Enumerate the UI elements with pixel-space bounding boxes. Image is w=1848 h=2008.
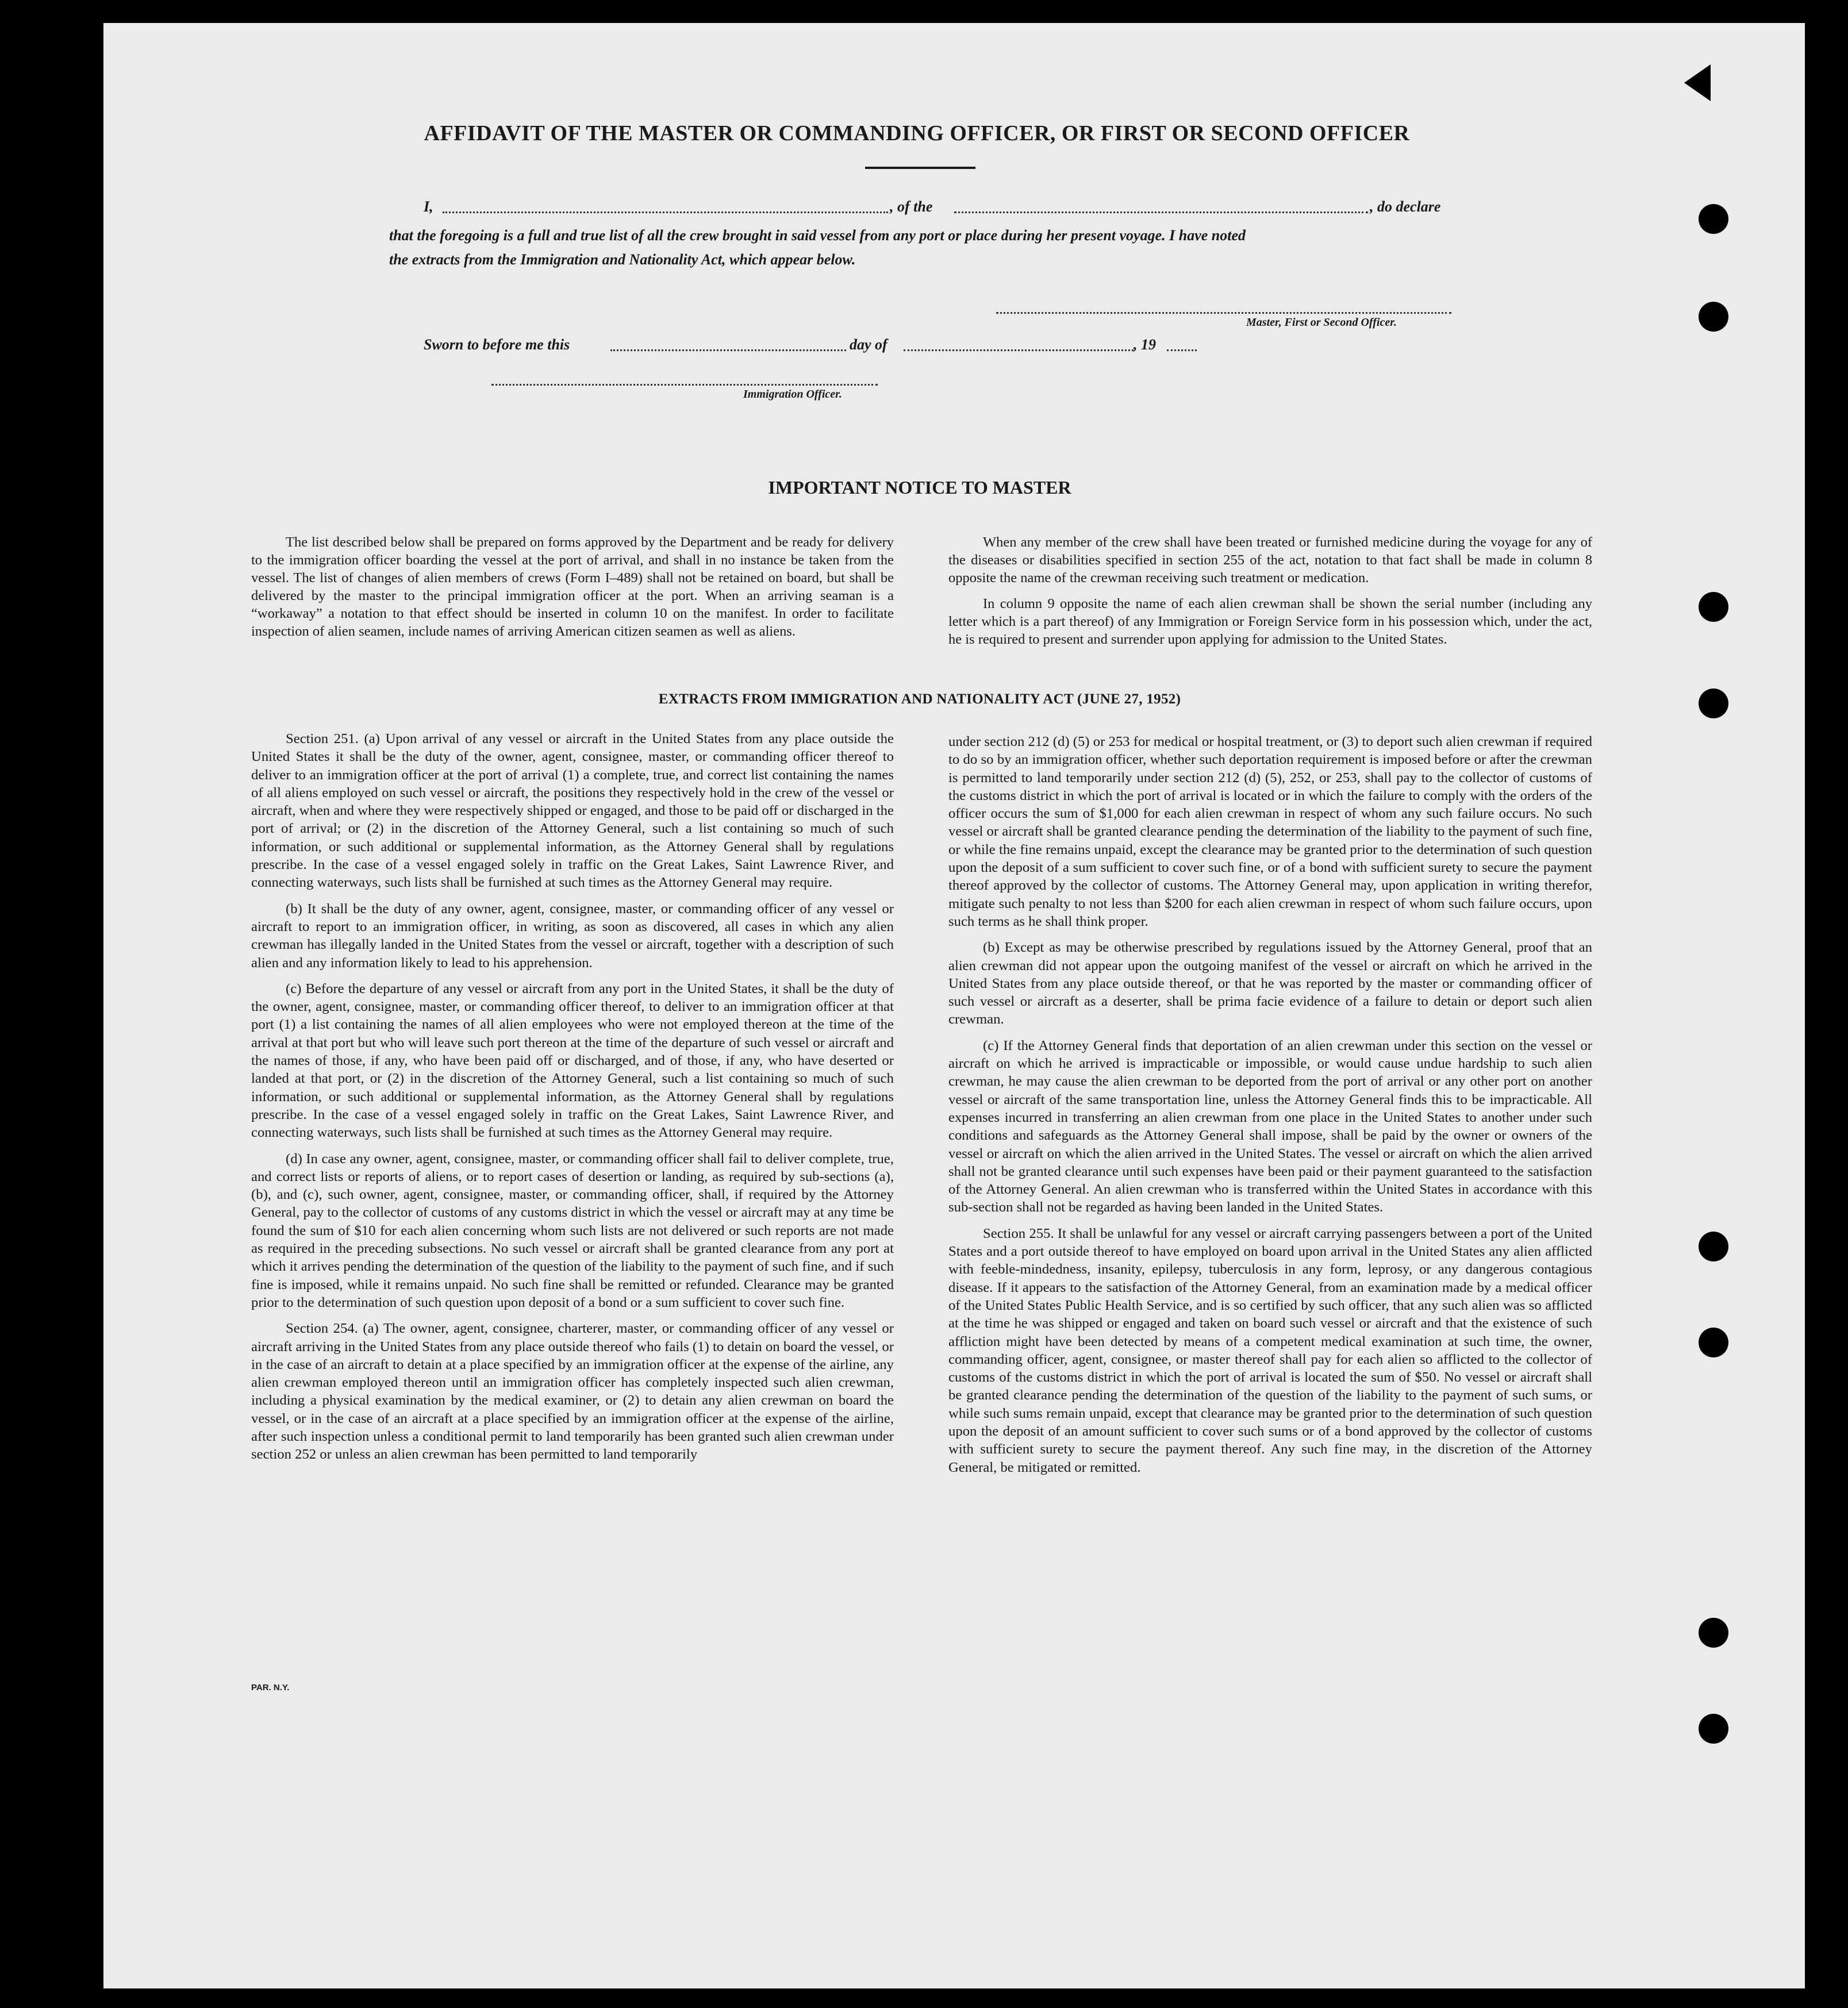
notice-paragraph: When any member of the crew shall have been treated or furnished medicine during the voyage for any of the diseases or disabilities specified in section 255 of the act, notation to that fact shall be made in column 8 opposite the name of the crewman receiving such treatment or medication.	[948, 534, 1592, 586]
declaration-line-2: the extracts from the Immigration and Nationality Act, which appear below.	[389, 251, 856, 268]
declaration-line-1: that the foregoing is a full and true list of all the crew brought in said vessel from any port or place during her present voyage. I have noted	[389, 227, 1246, 244]
section-251c: (c) Before the departure of any vessel or aircraft from any port in the United States, it shall be the duty of the owner, agent, consignee, master, or commanding officer thereof, to deliver to an immigration officer at that port (1) a list containing the names of all alien employees who were not employed thereon at the time of the arrival at that port but who will leave such port thereon at the time of the departure of such vessel or aircraft and the names of those, if any, who have been paid off or discharged, and of those, if any, who have deserted or landed at that port, or (2) in the discretion of the Attorney General, such a list containing so much of such information, or such additional or supplemental information, as the Attorney General shall by regulations prescribe. In the case of a vessel engaged solely in traffic on the Great Lakes, Saint Lawrence River, and connecting waterways, such lists shall be furnished at such times as the Attorney General may require.	[251, 980, 894, 1141]
day-of-label: day of	[850, 336, 887, 353]
binder-hole	[1699, 204, 1728, 234]
of-the-label: , of the	[890, 198, 933, 215]
section-251b: (b) It shall be the duty of any owner, agent, consignee, master, or commanding officer of any vessel or aircraft to report to an immigration officer, in writing, as soon as discovered, all cases in which any alien crewman has illegally landed in the United States from the vessel or aircraft, together with a description of such alien and any information likely to lead to his apprehension.	[251, 901, 894, 971]
notice-right-column	[948, 533, 1592, 656]
title-underline	[865, 167, 975, 169]
extracts-left-column	[251, 730, 894, 1472]
section-254a: Section 254. (a) The owner, agent, consignee, charterer, master, or commanding officer of any vessel or aircraft arriving in the United States from any place outside thereof who fails (1) to detain on board the vessel, or in the case of an aircraft to detain at a place specified by an immigration officer at the expense of the airline, any alien crewman employed thereon until an immigration officer has completely inspected such alien crewman, including a physical examination by the medical examiner, or (2) to detain any alien crewman on board the vessel, or in the case of an aircraft at a place specified by an immigration officer at the expense of the airline, after such inspection unless a conditional permit to land temporarily has been granted such alien crewman under section 252 or unless an alien crewman has been permitted to land temporarily	[251, 1321, 894, 1463]
section-251d: (d) In case any owner, agent, consignee, master, or commanding officer shall fail to deliver complete, true, and correct lists or reports of aliens, or to report cases of desertion or landing, as required by sub-sections (a), (b), and (c), such owner, agent, consignee, master, or commanding officer, shall, if required by the Attorney General, pay to the collector of customs of any customs district in which the vessel or aircraft may at any time be found the sum of $10 for each alien concerning whom such lists are not delivered or such reports are not made as required in the preceding subsections. No such vessel or aircraft shall be granted clearance from any port at which it arrives pending the determination of the question of the liability to the payment of such fine, and if such fine is imposed, while it remains unpaid. No such fine shall be remitted or refunded. Clearance may be granted prior to the determination of such question upon deposit of a bond or a sum sufficient to cover such fine.	[251, 1151, 894, 1310]
extracts-right-column	[948, 733, 1592, 1484]
binder-hole	[1699, 302, 1728, 332]
sworn-label: Sworn to before me this	[424, 336, 570, 353]
do-declare-label: , do declare	[1370, 198, 1441, 215]
binder-hole	[1699, 688, 1728, 718]
binder-hole	[1699, 1232, 1728, 1261]
notice-paragraph: The list described below shall be prepared on forms approved by the Department and be ready for delivery to the immigration officer boarding the vessel at the port of arrival, and shall in no instance be taken from the vessel. The list of changes of alien members of crews (Form I–489) shall not be retained on board, but shall be delivered by the master to the principal immigration officer at the port. When an arriving seaman is a “workaway” a notation to that effect should be inserted in column 10 on the manifest. In order to facilitate inspection of alien seamen, include names of arriving American citizen seamen as well as aliens.	[251, 534, 894, 639]
sworn-year-field[interactable]	[1167, 349, 1197, 351]
vessel-field[interactable]	[954, 211, 1368, 213]
binder-hole	[1699, 1714, 1728, 1744]
extracts-title: EXTRACTS FROM IMMIGRATION AND NATIONALITY ACT (JUNE 27, 1952)	[658, 691, 1181, 707]
binder-hole	[1699, 592, 1728, 622]
section-251a: Section 251. (a) Upon arrival of any vessel or aircraft in the United States from any place outside the United States it shall be the duty of the owner, agent, consignee, master, or commanding officer thereof to deliver to an immigration officer at the port of arrival (1) a complete, true, and correct list containing the names of all aliens employed on such vessel or aircraft, the positions they respectively hold in the crew of the vessel or aircraft, when and where they were respectively shipped or engaged, and those to be paid off or discharged in the port of arrival; or (2) in the discretion of the Attorney General, such a list containing so much of such information, or such additional or supplemental information, as the Attorney General shall by regulations prescribe. In the case of a vessel engaged solely in traffic on the Great Lakes, Saint Lawrence River, and connecting waterways, such lists shall be furnished at such times as the Attorney General may require.	[251, 731, 894, 891]
printer-mark: PAR. N.Y.	[251, 1683, 290, 1692]
sworn-day-field[interactable]	[610, 349, 846, 351]
section-254b: (b) Except as may be otherwise prescribed by regulations issued by the Attorney General, proof that an alien crewman did not appear upon the outgoing manifest of the vessel or aircraft on which he arrived in the United States from any place outside thereof, or that he was reported by the master or commanding officer of such vessel or aircraft as a deserter, shall be prima facie evidence of a failure to detain or deport such alien crewman.	[948, 940, 1592, 1028]
year-label: , 19	[1134, 336, 1156, 353]
binder-hole	[1699, 1328, 1728, 1357]
corner-notch	[1684, 64, 1711, 101]
notice-paragraph: In column 9 opposite the name of each alien crewman shall be shown the serial number (including any letter which is a part thereof) of any Immigration or Foreign Service form in his possession which, under the act, he is required to present and surrender upon applying for admission to the United States.	[948, 596, 1592, 647]
sworn-month-field[interactable]	[904, 349, 1134, 351]
master-signature-field[interactable]	[996, 312, 1451, 314]
name-field[interactable]	[443, 211, 888, 213]
section-255: Section 255. It shall be unlawful for any vessel or aircraft carrying passengers between a port of the United States and a port outside thereof to have employed on board upon arrival in the United States any alien afflicted with feeble-mindedness, insanity, epilepsy, tuberculosis in any form, leprosy, or any dangerous contagious disease. If it appears to the satisfaction of the Attorney General, from an examination made by a medical officer of the United States Public Health Service, and is so certified by such officer, that any such alien was so afflicted at the time he was shipped or engaged and taken on board such vessel or aircraft and that the existence of such affliction might have been detected by means of a competent medical examination at such time, the owner, commanding officer, agent, consignee, or master thereof shall pay for each alien so afflicted to the collector of customs of the customs district in which the port of arrival is located the sum of $50. No vessel or aircraft shall be granted clearance pending the determination of the question of the liability to the payment of such sums, or while such sums remain unpaid, except that clearance may be granted prior to the determination of such question upon the deposit of an amount sufficient to cover such sums or of a bond approved by the collector of customs with sufficient surety to secure the payment thereof. Any such fine may, in the discretion of the Attorney General, be mitigated or remitted.	[948, 1225, 1592, 1475]
officer-signature-field[interactable]	[491, 384, 878, 386]
i-label: I,	[424, 198, 433, 215]
binder-hole	[1699, 1618, 1728, 1648]
officer-caption: Immigration Officer.	[743, 388, 842, 401]
notice-left-column	[251, 533, 894, 648]
notice-title: IMPORTANT NOTICE TO MASTER	[768, 477, 1071, 498]
section-254a-continued: under section 212 (d) (5) or 253 for medical or hospital treatment, or (3) to deport such alien crewman if required to do so by an immigration officer, whether such deportation requirement is imposed before or after the crewman is permitted to land temporarily under section 212 (d) (5), 252, or 253, shall pay to the collector of customs of the customs district in which the port of arrival is located or in which the failure to comply with the orders of the officer occurs the sum of $1,000 for each alien crewman in respect of whom any such failure occurs. No such vessel or aircraft shall be granted clearance pending the determination of the liability to the payment of such fine, or while the fine remains unpaid, except the clearance may be granted prior to the determination of such question upon the deposit of a sum sufficient to cover such fine, or of a bond with sufficient surety to secure the payment thereof approved by the collector of customs. The Attorney General may, upon application in writing therefor, mitigate such penalty to not less than $200 for each alien crewman in respect of whom such failure occurs, upon such terms as he shall think proper.	[948, 734, 1592, 929]
affidavit-title: AFFIDAVIT OF THE MASTER OR COMMANDING OFFICER, OR FIRST OR SECOND OFFICER	[424, 121, 1410, 145]
master-caption: Master, First or Second Officer.	[1246, 316, 1397, 329]
section-254c: (c) If the Attorney General finds that deportation of an alien crewman under this section on the vessel or aircraft on which he arrived is impracticable or impossible, or would cause undue hardship to such alien crewman, he may cause the alien crewman to be deported from the port of arrival or any other port on another vessel or aircraft of the same transportation line, unless the Attorney General finds this to be impracticable. All expenses incurred in transferring an alien crewman from one place in the United States to another under such conditions and safeguards as the Attorney General shall impose, shall be paid by the owner or owners of the vessel or aircraft on which the alien arrived in the United States. The vessel or aircraft on which the alien arrived shall not be granted clearance until such expenses have been paid or their payment guaranteed to the satisfaction of the Attorney General. An alien crewman who is transferred within the United States in accordance with this sub-section shall not be regarded as having been landed in the United States.	[948, 1037, 1592, 1215]
